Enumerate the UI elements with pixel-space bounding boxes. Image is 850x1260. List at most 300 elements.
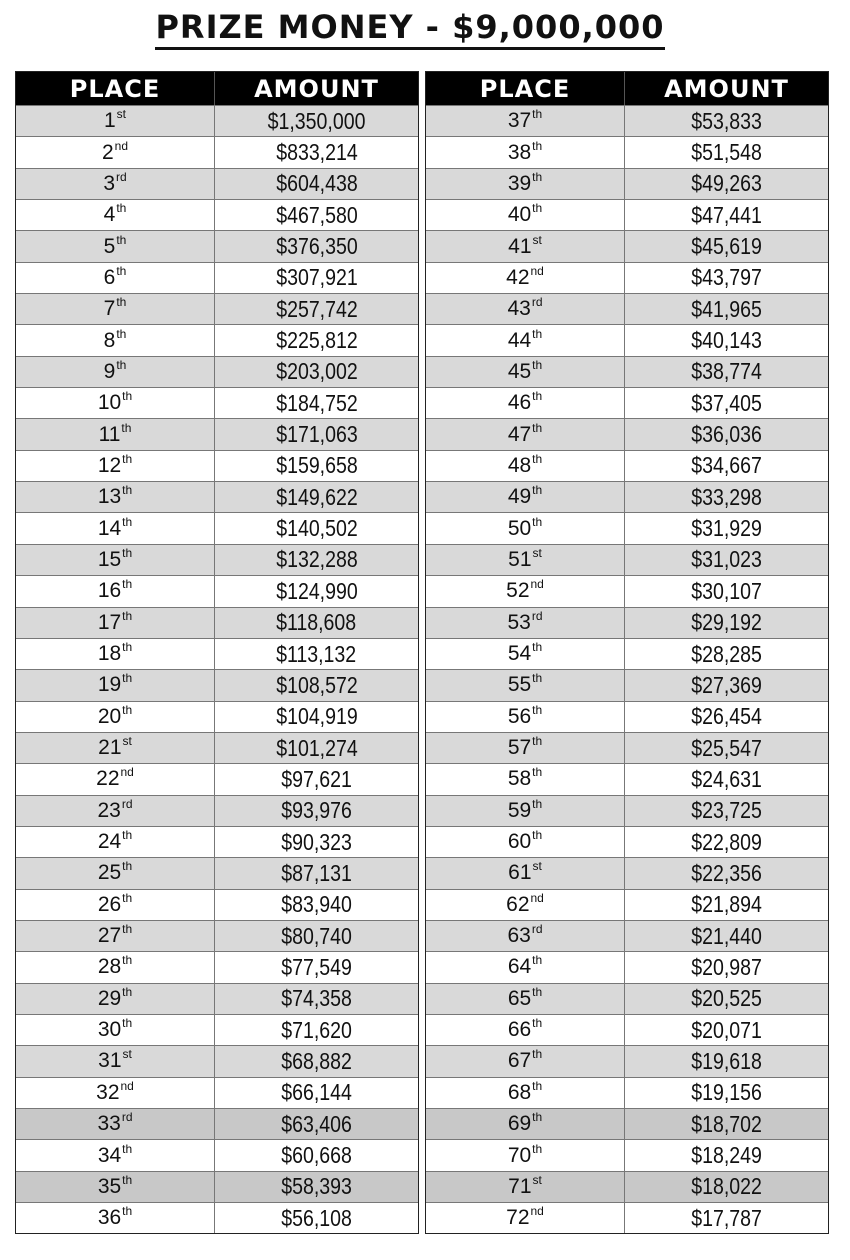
place-suffix: th bbox=[532, 734, 543, 749]
table-row bbox=[426, 293, 828, 324]
amount-value: $45,619 bbox=[691, 233, 762, 260]
place-cell bbox=[426, 231, 625, 261]
amount-value: $20,987 bbox=[691, 953, 762, 980]
amount-cell bbox=[215, 357, 418, 387]
amount-value: $24,631 bbox=[691, 765, 762, 792]
place-suffix: th bbox=[532, 138, 543, 153]
table-row bbox=[426, 1171, 828, 1202]
amount-cell bbox=[215, 482, 418, 512]
place-suffix: st bbox=[122, 734, 132, 749]
place-suffix: th bbox=[532, 451, 543, 466]
place-number: 26 bbox=[97, 892, 122, 916]
amount-cell bbox=[215, 733, 418, 763]
place-cell bbox=[426, 858, 625, 888]
place-number: 53 bbox=[507, 610, 531, 634]
table-row bbox=[426, 763, 828, 794]
place-cell bbox=[426, 419, 625, 449]
place-cell bbox=[16, 513, 215, 543]
place-cell bbox=[426, 639, 625, 669]
place-cell bbox=[16, 639, 215, 669]
page-title bbox=[0, 8, 820, 46]
amount-cell bbox=[215, 576, 418, 606]
place-number: 45 bbox=[507, 359, 532, 383]
place-cell bbox=[426, 263, 625, 293]
place-cell bbox=[426, 294, 625, 324]
place-number: 40 bbox=[507, 203, 532, 227]
amount-cell bbox=[625, 576, 828, 606]
amount-cell bbox=[215, 137, 418, 167]
amount-value: $77,549 bbox=[281, 953, 352, 980]
amount-cell bbox=[625, 952, 828, 982]
place-suffix: st bbox=[122, 1047, 132, 1062]
table-row bbox=[16, 481, 418, 512]
amount-cell bbox=[215, 294, 418, 324]
table-body-left bbox=[16, 105, 418, 1233]
amount-cell bbox=[215, 419, 418, 449]
place-number: 14 bbox=[97, 516, 122, 540]
amount-cell bbox=[625, 1140, 828, 1170]
table-row bbox=[16, 732, 418, 763]
amount-value: $28,285 bbox=[691, 640, 762, 667]
amount-header: AMOUNT bbox=[664, 74, 789, 103]
place-cell bbox=[16, 1172, 215, 1202]
table-row bbox=[426, 199, 828, 230]
place-cell bbox=[16, 263, 215, 293]
place-cell bbox=[426, 576, 625, 606]
amount-cell bbox=[215, 169, 418, 199]
place-suffix: th bbox=[122, 483, 133, 498]
place-cell bbox=[426, 952, 625, 982]
place-cell bbox=[426, 1203, 625, 1233]
amount-cell bbox=[215, 858, 418, 888]
place-cell bbox=[426, 1015, 625, 1045]
amount-cell bbox=[215, 827, 418, 857]
place-number: 60 bbox=[507, 830, 532, 854]
table-row bbox=[426, 701, 828, 732]
place-suffix: th bbox=[532, 483, 543, 498]
place-number: 27 bbox=[97, 924, 122, 948]
amount-value: $47,441 bbox=[691, 201, 762, 228]
place-suffix: th bbox=[532, 984, 543, 999]
place-cell bbox=[426, 357, 625, 387]
amount-cell bbox=[625, 419, 828, 449]
amount-cell bbox=[625, 639, 828, 669]
amount-value: $36,036 bbox=[691, 421, 762, 448]
place-cell bbox=[426, 984, 625, 1014]
amount-value: $97,621 bbox=[281, 765, 352, 792]
amount-value: $124,990 bbox=[275, 577, 358, 604]
place-number: 39 bbox=[507, 171, 532, 195]
place-cell bbox=[16, 106, 215, 136]
place-number: 4 bbox=[103, 203, 116, 227]
table-row bbox=[426, 387, 828, 418]
table-row bbox=[16, 795, 418, 826]
place-cell bbox=[16, 137, 215, 167]
place-suffix: th bbox=[122, 608, 133, 623]
place-cell bbox=[16, 482, 215, 512]
place-suffix: th bbox=[532, 169, 543, 184]
table-row bbox=[426, 920, 828, 951]
amount-cell bbox=[215, 451, 418, 481]
place-suffix: th bbox=[532, 1141, 543, 1156]
amount-value: $23,725 bbox=[691, 797, 762, 824]
table-row bbox=[16, 701, 418, 732]
amount-cell bbox=[625, 294, 828, 324]
table-row bbox=[426, 1014, 828, 1045]
amount-cell bbox=[215, 325, 418, 355]
place-number: 59 bbox=[507, 798, 532, 822]
amount-value: $29,192 bbox=[691, 609, 762, 636]
amount-cell bbox=[625, 764, 828, 794]
amount-value: $22,356 bbox=[691, 859, 762, 886]
place-cell bbox=[426, 796, 625, 826]
amount-cell bbox=[625, 106, 828, 136]
place-suffix: rd bbox=[531, 295, 543, 310]
table-header bbox=[16, 72, 418, 105]
table-row bbox=[426, 450, 828, 481]
amount-value: $80,740 bbox=[281, 922, 352, 949]
place-number: 19 bbox=[97, 673, 122, 697]
place-cell bbox=[426, 200, 625, 230]
amount-cell bbox=[215, 1203, 418, 1233]
table-row bbox=[16, 826, 418, 857]
place-cell bbox=[16, 1109, 215, 1139]
table-row bbox=[16, 1171, 418, 1202]
amount-cell bbox=[625, 984, 828, 1014]
place-header: PLACE bbox=[16, 72, 215, 105]
place-cell bbox=[16, 231, 215, 261]
amount-value: $38,774 bbox=[691, 358, 762, 385]
place-cell bbox=[16, 858, 215, 888]
place-number: 49 bbox=[507, 485, 532, 509]
place-number: 11 bbox=[98, 422, 121, 446]
table-row bbox=[16, 512, 418, 543]
place-suffix: th bbox=[116, 326, 127, 341]
amount-value: $149,622 bbox=[275, 483, 358, 510]
amount-cell bbox=[215, 1046, 418, 1076]
amount-value: $104,919 bbox=[275, 703, 358, 730]
place-cell bbox=[16, 1015, 215, 1045]
table-row bbox=[426, 951, 828, 982]
place-cell bbox=[16, 608, 215, 638]
place-suffix: st bbox=[116, 107, 127, 122]
amount-value: $22,809 bbox=[691, 828, 762, 855]
table-row bbox=[426, 638, 828, 669]
table-row bbox=[426, 983, 828, 1014]
place-cell bbox=[16, 1140, 215, 1170]
place-number: 38 bbox=[507, 140, 532, 164]
place-suffix: th bbox=[532, 671, 543, 686]
place-cell bbox=[426, 137, 625, 167]
place-suffix: th bbox=[122, 984, 133, 999]
amount-cell bbox=[625, 890, 828, 920]
amount-cell bbox=[215, 890, 418, 920]
place-number: 13 bbox=[97, 485, 122, 509]
amount-cell bbox=[215, 263, 418, 293]
place-suffix: th bbox=[122, 859, 133, 874]
place-number: 7 bbox=[103, 297, 116, 321]
place-number: 37 bbox=[507, 109, 532, 133]
place-cell bbox=[16, 764, 215, 794]
amount-cell bbox=[215, 608, 418, 638]
amount-value: $467,580 bbox=[275, 201, 358, 228]
place-suffix: th bbox=[532, 201, 543, 216]
place-cell bbox=[16, 325, 215, 355]
table-row bbox=[426, 168, 828, 199]
amount-value: $20,525 bbox=[691, 985, 762, 1012]
amount-cell bbox=[215, 231, 418, 261]
table-row bbox=[426, 826, 828, 857]
place-number: 61 bbox=[508, 861, 532, 885]
amount-value: $87,131 bbox=[281, 859, 352, 886]
place-suffix: nd bbox=[114, 138, 129, 153]
place-cell bbox=[16, 702, 215, 732]
place-cell bbox=[16, 827, 215, 857]
place-cell bbox=[16, 670, 215, 700]
table-row bbox=[16, 920, 418, 951]
amount-value: $34,667 bbox=[691, 452, 762, 479]
place-suffix: th bbox=[116, 357, 127, 372]
place-number: 47 bbox=[507, 422, 532, 446]
place-number: 9 bbox=[103, 359, 116, 383]
table-row bbox=[16, 669, 418, 700]
amount-value: $101,274 bbox=[275, 734, 358, 761]
place-number: 16 bbox=[97, 579, 122, 603]
place-number: 58 bbox=[507, 767, 532, 791]
table-row bbox=[16, 983, 418, 1014]
amount-value: $225,812 bbox=[275, 327, 358, 354]
place-number: 20 bbox=[97, 704, 122, 728]
amount-value: $18,022 bbox=[691, 1173, 762, 1200]
amount-value: $604,438 bbox=[275, 170, 358, 197]
table-row bbox=[426, 262, 828, 293]
amount-cell bbox=[625, 357, 828, 387]
place-number: 6 bbox=[103, 265, 116, 289]
amount-value: $93,976 bbox=[281, 797, 352, 824]
amount-value: $833,214 bbox=[275, 139, 358, 166]
place-suffix: th bbox=[116, 201, 127, 216]
table-row bbox=[16, 1014, 418, 1045]
table-row bbox=[426, 324, 828, 355]
place-suffix: th bbox=[122, 451, 133, 466]
amount-cell bbox=[625, 545, 828, 575]
place-cell bbox=[426, 106, 625, 136]
table-row bbox=[426, 795, 828, 826]
place-suffix: th bbox=[122, 1016, 133, 1031]
prize-table bbox=[15, 71, 830, 1234]
amount-cell bbox=[215, 1078, 418, 1108]
place-number: 35 bbox=[97, 1174, 122, 1198]
place-suffix: th bbox=[532, 107, 543, 122]
place-number: 8 bbox=[103, 328, 116, 352]
amount-value: $49,263 bbox=[691, 170, 762, 197]
place-cell bbox=[426, 388, 625, 418]
place-number: 12 bbox=[97, 453, 122, 477]
place-suffix: st bbox=[532, 545, 542, 560]
amount-cell bbox=[215, 545, 418, 575]
amount-cell bbox=[625, 1078, 828, 1108]
table-row bbox=[426, 1202, 828, 1233]
amount-cell bbox=[625, 1203, 828, 1233]
table-row bbox=[426, 889, 828, 920]
amount-value: $159,658 bbox=[275, 452, 358, 479]
table-row bbox=[426, 230, 828, 261]
amount-cell bbox=[625, 388, 828, 418]
page-title-text: PRIZE MONEY - $9,000,000 bbox=[155, 8, 664, 50]
place-number: 43 bbox=[507, 297, 531, 321]
place-suffix: th bbox=[532, 514, 543, 529]
place-suffix: th bbox=[532, 953, 543, 968]
table-row bbox=[426, 575, 828, 606]
place-number: 46 bbox=[507, 391, 532, 415]
table-row bbox=[16, 1202, 418, 1233]
amount-value: $26,454 bbox=[691, 703, 762, 730]
place-number: 70 bbox=[507, 1143, 532, 1167]
place-cell bbox=[16, 1203, 215, 1233]
place-suffix: th bbox=[532, 1047, 543, 1062]
table-row bbox=[426, 481, 828, 512]
table-row bbox=[426, 732, 828, 763]
place-suffix: th bbox=[121, 420, 132, 435]
place-cell bbox=[16, 796, 215, 826]
place-cell bbox=[16, 984, 215, 1014]
place-number: 66 bbox=[507, 1018, 532, 1042]
table-row bbox=[426, 544, 828, 575]
amount-value: $19,156 bbox=[691, 1079, 762, 1106]
place-suffix: th bbox=[122, 953, 133, 968]
place-number: 1 bbox=[103, 109, 116, 133]
amount-value: $33,298 bbox=[691, 483, 762, 510]
amount-cell bbox=[215, 1109, 418, 1139]
amount-value: $56,108 bbox=[281, 1204, 352, 1231]
place-cell bbox=[426, 702, 625, 732]
table-row bbox=[16, 105, 418, 136]
table-row bbox=[426, 356, 828, 387]
place-header: PLACE bbox=[426, 72, 625, 105]
amount-cell bbox=[215, 388, 418, 418]
place-number: 52 bbox=[506, 579, 530, 603]
amount-value: $118,608 bbox=[276, 609, 357, 636]
place-number: 17 bbox=[97, 610, 122, 634]
amount-value: $58,393 bbox=[281, 1173, 352, 1200]
amount-cell bbox=[625, 263, 828, 293]
place-number: 42 bbox=[506, 265, 530, 289]
place-suffix: th bbox=[116, 263, 127, 278]
table-row bbox=[426, 418, 828, 449]
amount-value: $376,350 bbox=[275, 233, 358, 260]
place-number: 55 bbox=[507, 673, 532, 697]
place-cell bbox=[16, 169, 215, 199]
table-row bbox=[16, 638, 418, 669]
table-row bbox=[16, 168, 418, 199]
table-row bbox=[16, 951, 418, 982]
place-suffix: th bbox=[532, 702, 543, 717]
place-suffix: nd bbox=[530, 1204, 544, 1219]
place-number: 54 bbox=[507, 642, 532, 666]
amount-value: $257,742 bbox=[275, 295, 358, 322]
amount-cell bbox=[215, 1172, 418, 1202]
place-cell bbox=[426, 169, 625, 199]
amount-cell bbox=[625, 796, 828, 826]
amount-value: $68,882 bbox=[281, 1047, 352, 1074]
amount-cell bbox=[625, 1172, 828, 1202]
table-row bbox=[426, 1139, 828, 1170]
amount-cell bbox=[625, 733, 828, 763]
table-row bbox=[16, 199, 418, 230]
amount-cell bbox=[215, 952, 418, 982]
place-cell bbox=[16, 890, 215, 920]
amount-value: $21,440 bbox=[691, 922, 762, 949]
place-number: 62 bbox=[506, 892, 530, 916]
table-row bbox=[426, 1077, 828, 1108]
table-row bbox=[16, 230, 418, 261]
amount-value: $90,323 bbox=[281, 828, 352, 855]
place-cell bbox=[426, 482, 625, 512]
amount-cell bbox=[625, 169, 828, 199]
amount-cell bbox=[215, 200, 418, 230]
place-cell bbox=[16, 294, 215, 324]
amount-cell bbox=[215, 1015, 418, 1045]
place-suffix: st bbox=[532, 859, 542, 874]
table-row bbox=[426, 669, 828, 700]
amount-cell bbox=[215, 513, 418, 543]
place-cell bbox=[16, 952, 215, 982]
amount-cell bbox=[215, 702, 418, 732]
place-cell bbox=[426, 827, 625, 857]
amount-value: $43,797 bbox=[691, 264, 762, 291]
amount-cell bbox=[625, 200, 828, 230]
amount-value: $51,548 bbox=[691, 139, 762, 166]
amount-value: $63,406 bbox=[281, 1110, 352, 1137]
place-suffix: th bbox=[122, 577, 133, 592]
place-number: 15 bbox=[97, 547, 122, 571]
place-cell bbox=[426, 670, 625, 700]
amount-cell bbox=[625, 451, 828, 481]
amount-header: AMOUNT bbox=[254, 74, 379, 103]
amount-value: $74,358 bbox=[281, 985, 352, 1012]
amount-cell bbox=[625, 325, 828, 355]
table-row bbox=[16, 293, 418, 324]
table-row bbox=[16, 418, 418, 449]
table-row bbox=[16, 544, 418, 575]
amount-value: $108,572 bbox=[275, 671, 358, 698]
place-suffix: nd bbox=[530, 577, 544, 592]
amount-cell bbox=[215, 1140, 418, 1170]
amount-cell bbox=[625, 827, 828, 857]
place-suffix: nd bbox=[120, 1078, 134, 1093]
place-suffix: rd bbox=[121, 796, 133, 811]
place-suffix: th bbox=[122, 828, 133, 843]
place-suffix: nd bbox=[530, 263, 544, 278]
place-suffix: th bbox=[116, 295, 127, 310]
place-number: 21 bbox=[98, 736, 122, 760]
place-suffix: th bbox=[122, 890, 133, 905]
amount-value: $60,668 bbox=[281, 1142, 352, 1169]
place-number: 23 bbox=[97, 798, 121, 822]
amount-cell bbox=[625, 513, 828, 543]
amount-value: $184,752 bbox=[275, 389, 358, 416]
table-row bbox=[16, 387, 418, 418]
place-suffix: th bbox=[532, 640, 543, 655]
place-suffix: th bbox=[122, 671, 133, 686]
place-suffix: th bbox=[122, 1172, 133, 1187]
place-cell bbox=[16, 419, 215, 449]
amount-value: $307,921 bbox=[275, 264, 358, 291]
table-row bbox=[16, 1045, 418, 1076]
place-suffix: th bbox=[532, 1016, 543, 1031]
amount-cell bbox=[625, 1046, 828, 1076]
amount-value: $203,002 bbox=[275, 358, 358, 385]
